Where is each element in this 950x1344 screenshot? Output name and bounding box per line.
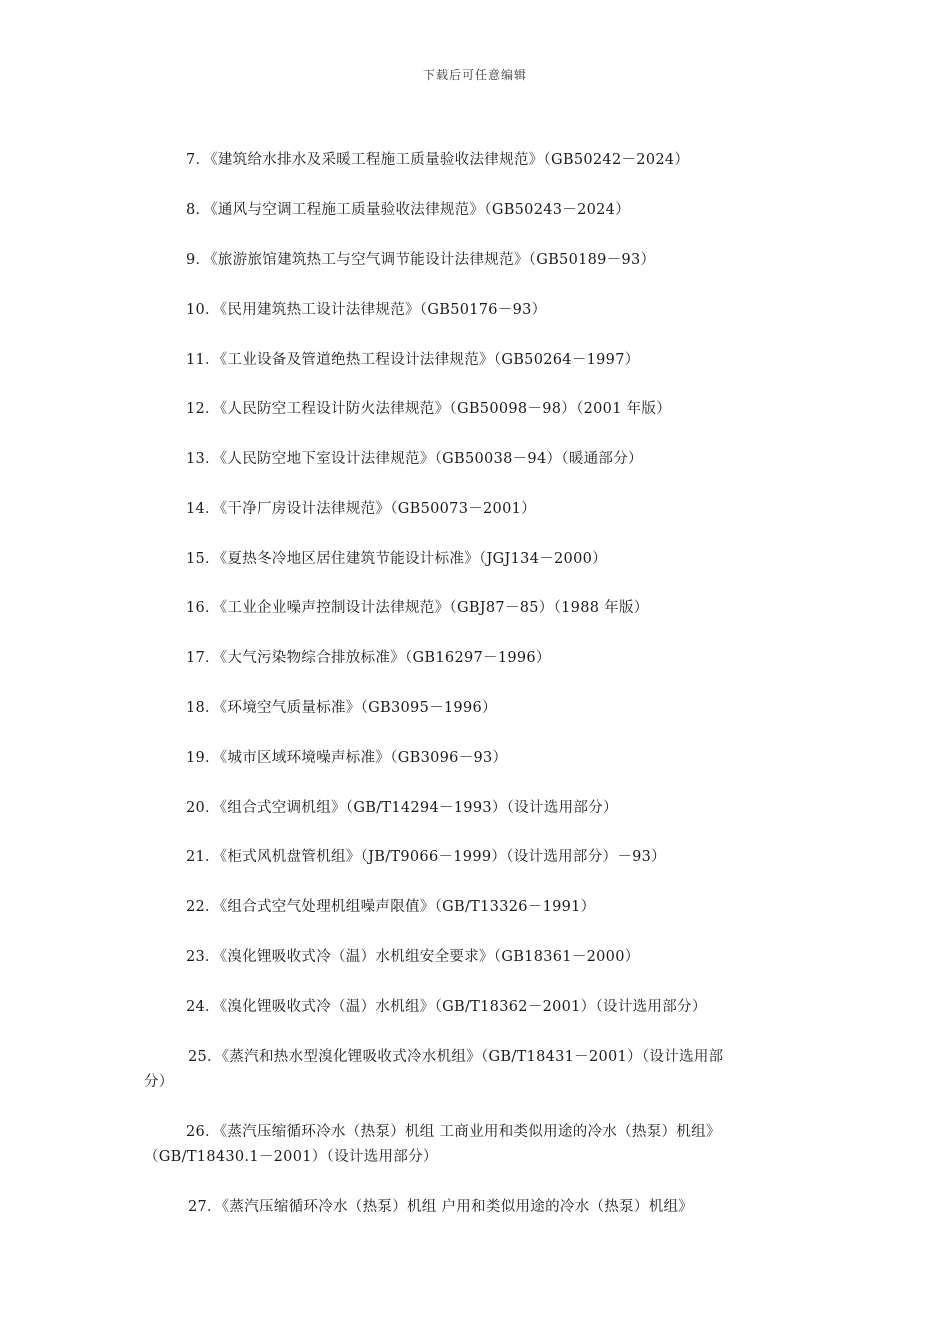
list-item — [144, 845, 814, 870]
list-item-continuation: 分） — [144, 1074, 174, 1090]
list-item — [144, 1120, 814, 1170]
list-item — [144, 796, 814, 821]
list-item-text: 8．《通风与空调工程施工质量验收法律规范》（GB50243－2024） — [186, 202, 630, 218]
list-item-text: 14．《干净厂房设计法律规范》（GB50073－2001） — [186, 501, 536, 517]
list-item-text: 13．《人民防空地下室设计法律规范》（GB50038－94）（暖通部分） — [186, 451, 643, 467]
list-item-text: 27．《蒸汽压缩循环冷水（热泵）机组 户用和类似用途的冷水（热泵）机组》 — [188, 1199, 694, 1215]
page-header: 下载后可任意编辑 — [422, 68, 527, 82]
list-item — [144, 447, 814, 472]
list-item-text: 12．《人民防空工程设计防火法律规范》（GB50098－98）（2001 年版） — [186, 401, 672, 417]
list-item — [144, 596, 814, 621]
list-item-text: 17．《大气污染物综合排放标准》（GB16297－1996） — [186, 650, 551, 666]
list-item-text: 19．《城市区域环境噪声标准》（GB3096－93） — [186, 750, 508, 766]
list-item-text: 16．《工业企业噪声控制设计法律规范》（GBJ87－85）（1988 年版） — [186, 600, 649, 616]
list-item-text: 24．《溴化锂吸收式冷（温）水机组》（GB/T18362－2001）（设计选用部分） — [186, 999, 707, 1015]
list-item — [144, 547, 814, 572]
list-item — [144, 248, 814, 273]
list-item — [144, 397, 814, 422]
list-item — [144, 995, 814, 1020]
list-item — [144, 696, 814, 721]
list-item-text: 10．《民用建筑热工设计法律规范》（GB50176－93） — [186, 302, 547, 318]
list-item-text: 21．《柜式风机盘管机组》（JB/T9066－1999）（设计选用部分）－93） — [186, 849, 666, 865]
list-item-text: 26．《蒸汽压缩循环冷水（热泵）机组 工商业用和类似用途的冷水（热泵）机组》 — [186, 1124, 721, 1140]
list-item — [144, 148, 814, 173]
list-item-text: 9．《旅游旅馆建筑热工与空气调节能设计法律规范》（GB50189－93） — [186, 252, 656, 268]
list-item-text: 7．《建筑给水排水及采暖工程施工质量验收法律规范》（GB50242－2024） — [186, 152, 690, 168]
list-item-text: 25．《蒸汽和热水型溴化锂吸收式冷水机组》（GB/T18431－2001）（设计选用部 — [188, 1049, 724, 1065]
list-item-text: 11．《工业设备及管道绝热工程设计法律规范》（GB50264－1997） — [186, 352, 640, 368]
list-item — [144, 646, 814, 671]
list-item — [144, 746, 814, 771]
list-item — [144, 497, 814, 522]
list-item-text: 18．《环境空气质量标准》（GB3095－1996） — [186, 700, 497, 716]
list-item-text: 22．《组合式空气处理机组噪声限值》（GB/T13326－1991） — [186, 899, 596, 915]
list-item-text: 20．《组合式空调机组》（GB/T14294－1993）（设计选用部分） — [186, 800, 618, 816]
list-item-text: 23．《溴化锂吸收式冷（温）水机组安全要求》（GB18361－2000） — [186, 949, 640, 965]
list-item-continuation: （GB/T18430.1－2001）（设计选用部分） — [144, 1149, 438, 1165]
list-item — [144, 348, 814, 373]
list-item — [144, 298, 814, 323]
list-item — [144, 1045, 814, 1095]
list-item — [144, 945, 814, 970]
list-item — [144, 895, 814, 920]
list-item — [144, 198, 814, 223]
list-item — [144, 1195, 814, 1220]
list-item-text: 15．《夏热冬冷地区居住建筑节能设计标准》（JGJ134－2000） — [186, 551, 607, 567]
